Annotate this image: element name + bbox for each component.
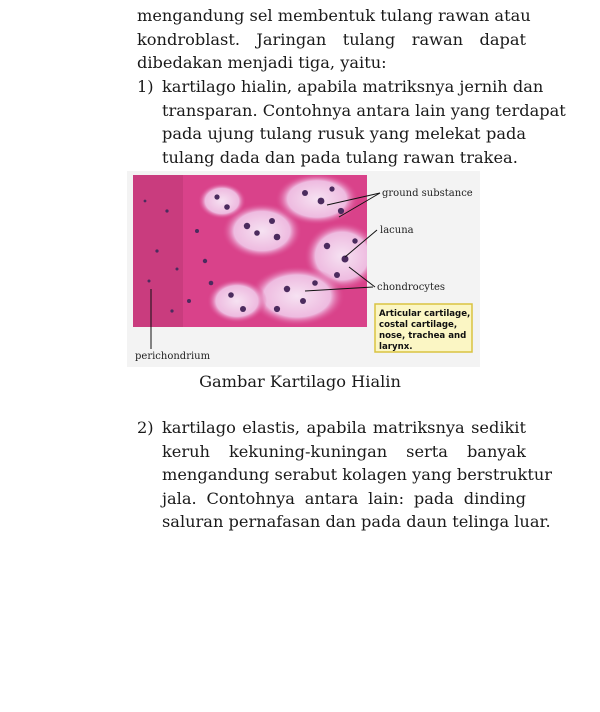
list-number: 1) <box>137 77 154 96</box>
text-line: kondroblast. Jaringan tulang rawan dapat <box>137 29 526 49</box>
info-box-line: larynx. <box>379 342 413 352</box>
list-number: 2) <box>137 418 154 437</box>
hyaline-cartilage-figure <box>127 171 480 367</box>
list-item-text <box>162 416 552 534</box>
micrograph-svg <box>127 171 480 367</box>
text-line: mengandung serabut kolagen yang berstruktur <box>162 465 552 485</box>
text-line: tulang dada dan pada tulang rawan trakea. <box>162 147 518 167</box>
micrograph-photo <box>133 173 380 327</box>
label-chondrocytes: chondrocytes <box>377 282 446 293</box>
text-line: keruh kekuning-kuningan serta banyak <box>162 441 526 461</box>
text-line: kartilago elastis, apabila matriksnya sedikit <box>162 418 526 437</box>
label-lacuna: lacuna <box>380 225 414 236</box>
label-perichondrium: perichondrium <box>135 351 211 362</box>
info-box-line: costal cartilage, <box>379 320 458 330</box>
text-line: pada ujung tulang rusuk yang melekat pada <box>162 124 526 144</box>
text-line: jala. Contohnya antara lain: pada dinding <box>162 488 526 508</box>
info-box-line: nose, trachea and <box>379 331 467 341</box>
label-ground-substance: ground substance <box>382 188 473 199</box>
intro-paragraph <box>137 4 531 75</box>
text-line: transparan. Contohnya antara lain yang terdapat <box>162 100 566 120</box>
figure-caption: Gambar Kartilago Hialin <box>199 372 401 391</box>
text-line: saluran pernafasan dan pada daun telinga luar. <box>162 512 551 532</box>
text-line: dibedakan menjadi tiga, yaitu: <box>137 53 387 73</box>
list-item-text <box>162 75 566 169</box>
info-box-line: Articular cartilage, <box>379 309 471 319</box>
text-line: mengandung sel membentuk tulang rawan atau <box>137 6 531 25</box>
text-line: kartilago hialin, apabila matriksnya jernih dan <box>162 77 544 96</box>
